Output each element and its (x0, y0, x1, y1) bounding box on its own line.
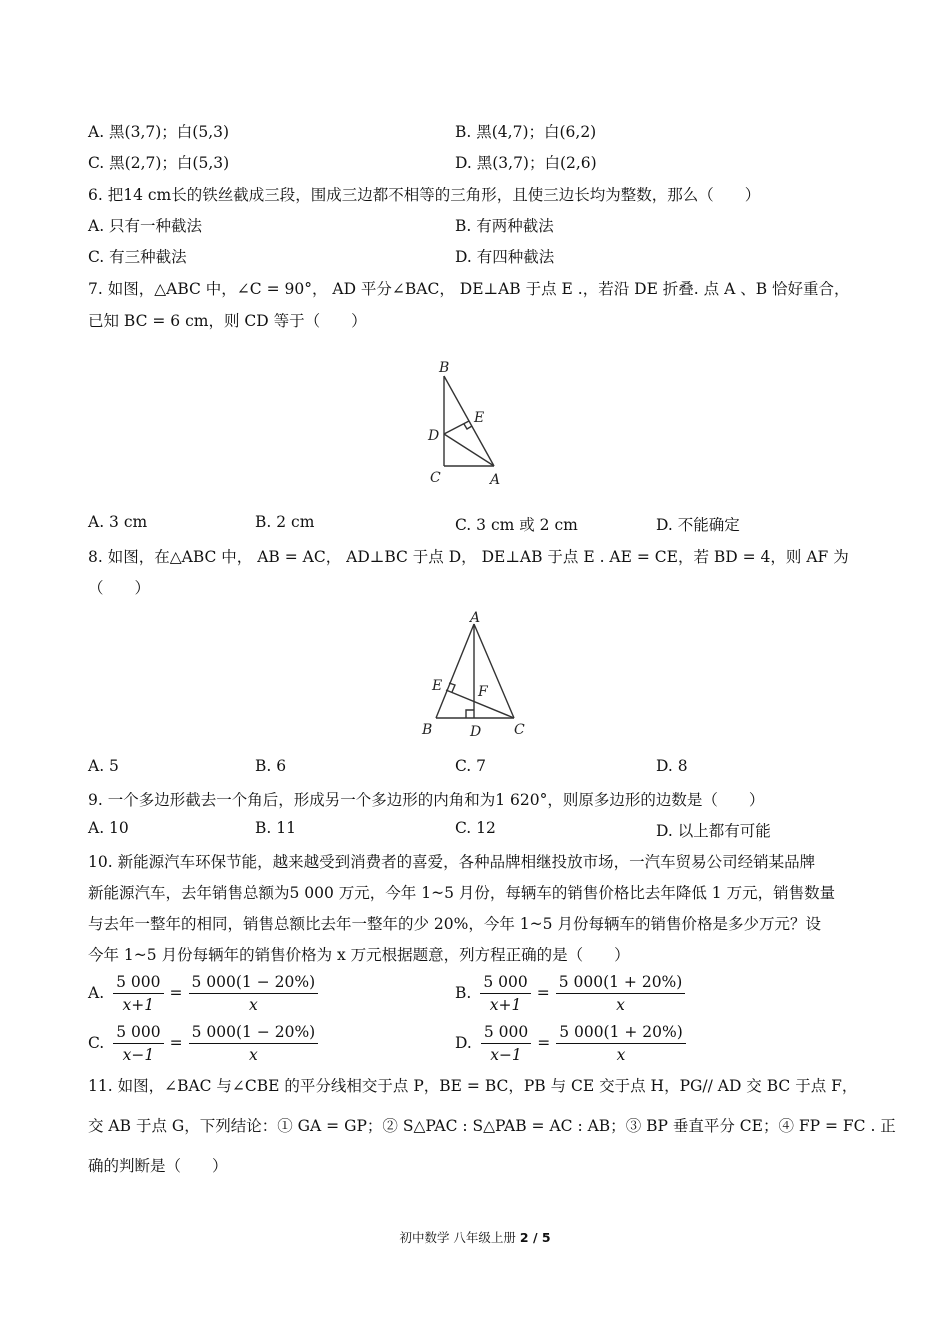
q9-stem: 9. 一个多边形截去一个角后，形成另一个多边形的内角和为1 620°，则原多边形的边数是（ ） (88, 791, 765, 809)
q7-label-e: E (474, 410, 485, 426)
q6-option-d: D. 有四种截法 (455, 248, 555, 266)
q10-line-4: 今年 1~5 月份每辆年的销售价格为 x 万元根据题意，列方程正确的是（ ） (88, 946, 630, 964)
q6-option-a: A. 只有一种截法 (88, 217, 203, 235)
q10-d-right-denominator: x (616, 1045, 626, 1064)
page-number: 2 / 5 (519, 1230, 551, 1245)
q10-a-left-numerator: 5 000 (113, 973, 163, 994)
q8-option-d: D. 8 (656, 757, 688, 775)
q8-label-c: C (514, 722, 525, 738)
q10-c-right-numerator: 5 000(1 − 20%) (189, 1023, 319, 1044)
footer-text: 初中数学 八年级上册 (399, 1230, 520, 1245)
q8-side-ab (436, 624, 474, 718)
q8-stem-line-1: 8. 如图，在△ABC 中， AB = AC， AD⊥BC 于点 D， DE⊥AB 于点 E . AE = CE，若 BD = 4，则 AF 为 (88, 548, 849, 566)
q7-segment-ad (444, 434, 494, 466)
q8-label-a: A (470, 610, 481, 626)
q7-option-b: B. 2 cm (255, 513, 315, 531)
q10-a-left-denominator: x+1 (122, 995, 155, 1014)
q7-stem-line-1: 7. 如图，△ABC 中，∠C = 90°， AD 平分∠BAC， DE⊥AB 于点 E .，若沿 DE 折叠. 点 A 、B 恰好重合， (88, 280, 850, 298)
q7-figure (420, 358, 510, 490)
q7-label-a: A (490, 472, 501, 488)
q10-option-a (88, 970, 321, 1016)
q7-label-b: B (439, 360, 450, 376)
q7-label-c: C (430, 470, 441, 486)
q8-right-angle-mark-d (466, 710, 474, 718)
q8-option-b: B. 6 (255, 757, 287, 775)
q5-option-a: A. 黑(3,7)；白(5,3) (88, 123, 230, 141)
q10-option-a-label: A. (88, 984, 105, 1002)
q10-a-right-denominator: x (248, 995, 258, 1014)
q10-a-equals: = (169, 984, 183, 1002)
q6-option-b: B. 有两种截法 (455, 217, 554, 235)
q7-segment-de (444, 421, 469, 434)
q9-option-b: B. 11 (255, 819, 296, 837)
q7-option-d: D. 不能确定 (656, 516, 740, 534)
q10-c-left-denominator: x−1 (122, 1045, 155, 1064)
q10-d-left-denominator: x−1 (490, 1045, 522, 1064)
q7-option-a: A. 3 cm (88, 513, 148, 531)
q6-stem: 6. 把14 cm长的铁丝截成三段，围成三边都不相等的三角形，且使三边长均为整数，那么（ ） (88, 186, 761, 204)
q10-option-d-label: D. (455, 1034, 472, 1052)
q7-stem-line-2: 已知 BC = 6 cm，则 CD 等于（ ） (88, 312, 367, 330)
q8-option-c: C. 7 (455, 757, 487, 775)
q5-option-d: D. 黑(3,7)；白(2,6) (455, 154, 597, 172)
q10-b-right-denominator: x (616, 995, 625, 1014)
q10-c-left-numerator: 5 000 (113, 1023, 163, 1044)
q7-option-c: C. 3 cm 或 2 cm (455, 516, 578, 534)
q10-d-right-numerator: 5 000(1 + 20%) (556, 1023, 686, 1044)
q10-option-b-label: B. (455, 984, 472, 1002)
q10-b-left-numerator: 5 000 (480, 973, 530, 994)
q11-line-2: 交 AB 于点 G，下列结论：① GA = GP；② S△PAC : S△PAB = AC : AB；③ BP 垂直平分 CE；④ FP = FC . 正 (88, 1117, 896, 1135)
page-footer (0, 1228, 950, 1246)
q10-c-right-denominator: x (249, 1045, 258, 1064)
q9-option-c: C. 12 (455, 819, 496, 837)
q10-option-c-label: C. (88, 1034, 105, 1052)
q10-option-d (455, 1020, 689, 1066)
q9-option-a: A. 10 (88, 819, 129, 837)
q8-stem-line-2: （ ） (88, 579, 151, 597)
q11-line-3: 确的判断是（ ） (88, 1157, 228, 1175)
q10-line-2: 新能源汽车，去年销售总额为5 000 万元，今年 1~5 月份，每辆车的销售价格比去年降低 1 万元，销售数量 (88, 884, 836, 902)
q10-line-1: 10. 新能源汽车环保节能，越来越受到消费者的喜爱，各种品牌相继投放市场，一汽车贸易公司经销某品牌 (88, 853, 816, 871)
q10-option-b (455, 970, 688, 1016)
q8-label-f: F (478, 684, 488, 700)
q10-d-equals: = (537, 1034, 551, 1052)
q10-b-right-numerator: 5 000(1 + 20%) (556, 973, 686, 994)
q8-figure (416, 610, 536, 740)
q9-option-d: D. 以上都有可能 (656, 822, 771, 840)
q10-a-right-numerator: 5 000(1 − 20%) (189, 973, 319, 994)
q10-c-equals: = (169, 1034, 183, 1052)
q7-label-d: D (428, 428, 440, 444)
q10-b-left-denominator: x+1 (489, 995, 522, 1014)
q11-line-1: 11. 如图，∠BAC 与∠CBE 的平分线相交于点 P，BE = BC，PB 与 CE 交于点 H，PG// AD 交 BC 于点 F， (88, 1077, 858, 1095)
q5-option-c: C. 黑(2,7)；白(5,3) (88, 154, 230, 172)
q6-option-c: C. 有三种截法 (88, 248, 187, 266)
q8-label-e: E (432, 678, 443, 694)
q5-option-b: B. 黑(4,7)；白(6,2) (455, 123, 597, 141)
q10-b-equals: = (536, 984, 550, 1002)
q8-label-b: B (422, 722, 433, 738)
q10-line-3: 与去年一整年的相同，销售总额比去年一整年的少 20%，今年 1~5 月份每辆车的销售价格是多少万元？设 (88, 915, 821, 933)
q10-d-left-numerator: 5 000 (481, 1023, 531, 1044)
q8-label-d: D (470, 724, 482, 740)
q10-option-c (88, 1020, 321, 1066)
q8-option-a: A. 5 (88, 757, 119, 775)
